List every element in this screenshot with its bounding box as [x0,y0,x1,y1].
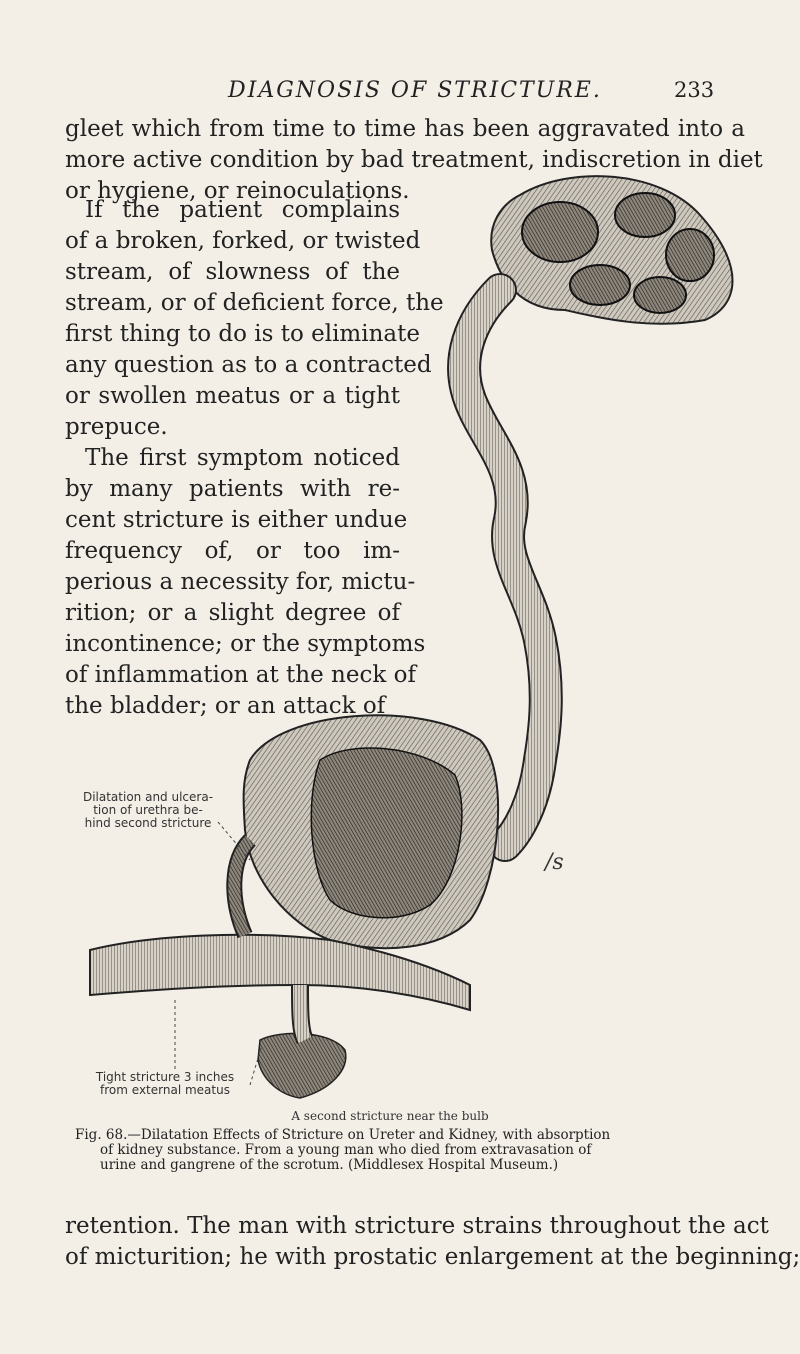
caption-line: of kidney substance. From a young man who died from extravasation of [100,1142,592,1158]
text-line: or hygiene, or reinoculations. [65,178,410,204]
label-line: Tight stricture 3 inches [95,1070,235,1084]
text-line: stream, of slowness of the [65,259,400,285]
text-line: The first symptom noticed [85,445,400,471]
label-line: tion of urethra be- [93,803,203,817]
text-line: gleet which from time to time has been aggravated into a [65,116,745,142]
text-line: cent stricture is either undue [65,507,408,533]
figure-label-dilatation [78,791,218,830]
label-line: from external meatus [100,1083,230,1097]
text-line: prepuce. [65,414,168,440]
text-line: perious a necessity for, mictu- [65,569,416,595]
label-line: hind second stricture [84,816,212,830]
text-line: first thing to do is to eliminate [65,321,420,347]
text-line: the bladder; or an attack of [65,693,386,719]
running-header: DIAGNOSIS OF STRICTURE. [228,78,602,103]
bladder-drawing [90,715,498,1098]
kidney-drawing [491,176,732,324]
text-line: or swollen meatus or a tight [65,383,400,409]
figure-label-tight-stricture [80,1071,250,1097]
text-line: retention. The man with stricture strains throughout the act [65,1213,769,1239]
figure-mark: /s [545,850,564,875]
text-line: more active condition by bad treatment, indiscretion in diet [65,147,763,173]
text-line: frequency of, or too im- [65,538,400,564]
text-line: If the patient complains [85,197,400,223]
text-line: of a broken, forked, or twisted [65,228,421,254]
text-line: incontinence; or the symptoms [65,631,426,657]
caption-line: urine and gangrene of the scrotum. (Middlesex Hospital Museum.) [100,1157,559,1173]
text-line: rition; or a slight degree of [65,600,400,626]
caption-line: Fig. 68.—Dilatation Effects of Stricture on Ureter and Kidney, with absorption [75,1127,611,1143]
figure-caption [75,1128,745,1173]
text-line: stream, or of deficient force, the [65,290,444,316]
text-line: any question as to a contracted [65,352,432,378]
text-line: by many patients with re- [65,476,400,502]
figure-label-second-stricture: A second stricture near the bulb [291,1109,489,1123]
text-line: of inflammation at the neck of [65,662,416,688]
text-line: of micturition; he with prostatic enlargement at the beginning; [65,1244,800,1270]
page-number: 233 [674,78,715,102]
label-line: Dilatation and ulcera- [82,790,214,804]
